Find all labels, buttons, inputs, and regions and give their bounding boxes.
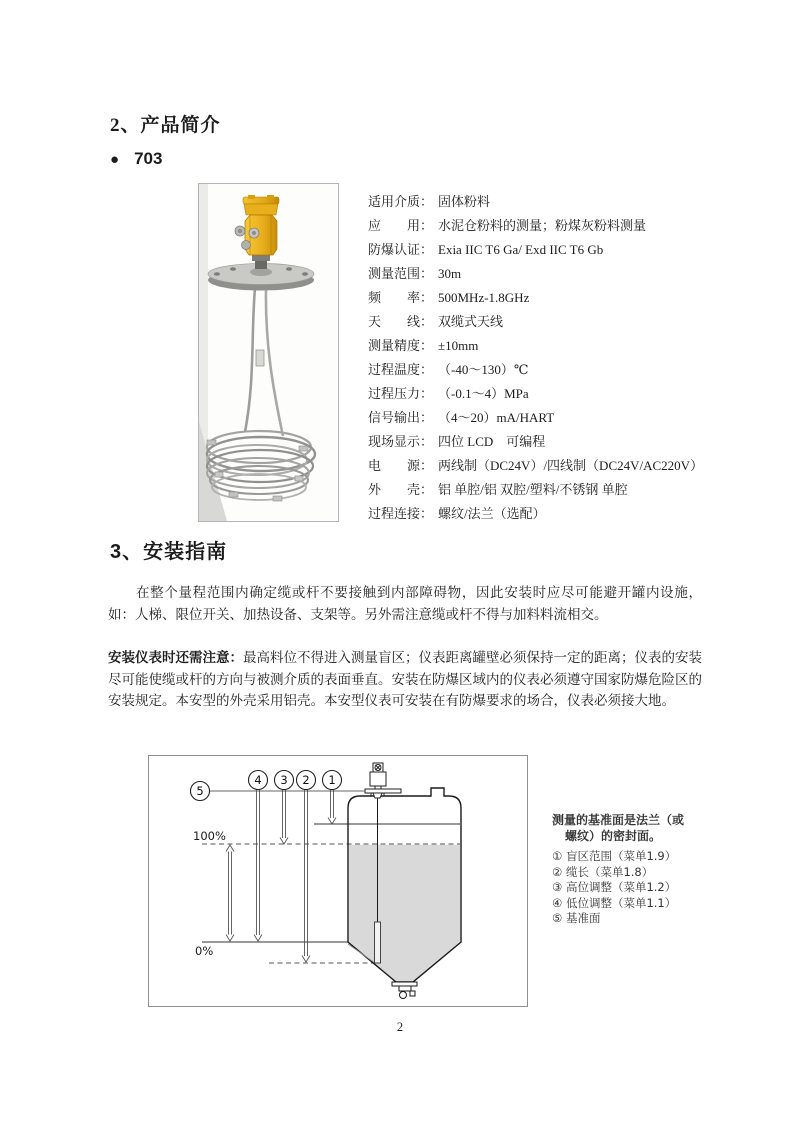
installation-diagram <box>148 755 528 1007</box>
paragraph2-lead: 安装仪表时还需注意： <box>108 650 243 665</box>
marker-1: 1 <box>328 773 336 787</box>
model-number: 703 <box>134 149 163 168</box>
section2-heading: 2、产品简介 <box>110 115 221 136</box>
page-number: 2 <box>396 1020 404 1034</box>
legend-note-line1: 测量的基准面是法兰（或 <box>552 813 685 827</box>
spec-label: 测量精度： <box>368 338 434 353</box>
spec-value: 四位 LCD 可编程 <box>438 434 546 449</box>
marker-2: 2 <box>302 773 310 787</box>
spec-label: 信号输出： <box>368 410 434 425</box>
spec-row <box>368 358 698 382</box>
product-photo <box>198 183 339 522</box>
spec-label: 防爆认证： <box>368 242 434 257</box>
arrow-measure-span <box>226 845 234 941</box>
marker-5: 5 <box>196 784 204 798</box>
spec-row <box>368 406 698 430</box>
arrow-blind-zone <box>328 789 336 824</box>
spec-row <box>368 502 698 526</box>
spec-value: 两线制（DC24V）/四线制（DC24V/AC220V） <box>438 458 704 473</box>
install-paragraph-1: 在整个量程范围内确定缆或杆不要接触到内部障碍物，因此安装时应尽可能避开罐内设施，如：人梯、限位开关、加热设备、支架等。另外需注意缆或杆不得与加料料流相交。 <box>108 585 702 622</box>
spec-row <box>368 190 698 214</box>
spec-value: Exia IIC T6 Ga/ Exd IIC T6 Gb <box>438 242 604 257</box>
spec-row <box>368 286 698 310</box>
spec-value: （-40～130）℃ <box>438 362 529 377</box>
legend-item: ⑤ 基准面 <box>552 911 601 925</box>
label-100-percent: 100% <box>193 829 226 843</box>
tank-diagram <box>149 756 527 1006</box>
spec-row <box>368 262 698 286</box>
marker-4: 4 <box>254 773 262 787</box>
spec-row <box>368 478 698 502</box>
spec-value: （4～20）mA/HART <box>438 410 555 425</box>
cable-end-weight <box>375 922 381 963</box>
spec-label: 现场显示： <box>368 434 434 449</box>
spec-label: 电 源： <box>368 458 434 473</box>
legend-item: ③ 高位调整（菜单1.2） <box>552 880 677 894</box>
spec-value: 水泥仓粉料的测量；粉煤灰粉料测量 <box>438 218 647 233</box>
spec-label: 适用介质： <box>368 194 434 209</box>
spec-row <box>368 334 698 358</box>
spec-value: ±10mm <box>438 338 479 353</box>
arrow-high-adjust <box>280 789 288 844</box>
spec-value: 30m <box>438 266 462 281</box>
spec-value: 铝 单腔/铝 双腔/塑料/不锈钢 单腔 <box>438 482 628 497</box>
cable-splice <box>256 350 264 366</box>
legend-item: ④ 低位调整（菜单1.1） <box>552 895 677 910</box>
diagram-markers <box>191 771 342 801</box>
spec-row <box>368 430 698 454</box>
spec-row <box>368 454 704 478</box>
spec-label: 天 线： <box>368 314 434 329</box>
spec-label: 外 壳： <box>368 482 434 497</box>
spec-value: 螺纹/法兰（选配） <box>438 506 546 521</box>
spec-value: 500MHz-1.8GHz <box>438 290 530 305</box>
cable-gland-icon <box>242 241 251 250</box>
radar-level-sensor-image <box>199 184 338 521</box>
spec-label: 过程压力： <box>368 386 434 401</box>
legend-note <box>552 812 752 844</box>
section3-heading: 3、安装指南 <box>110 541 228 563</box>
spec-label: 频 率： <box>368 290 434 305</box>
spec-row <box>368 238 698 262</box>
install-paragraph-2 <box>108 647 702 712</box>
legend-item: ① 盲区范围（菜单1.9） <box>552 849 677 863</box>
legend-note-line2: 螺纹）的密封面。 <box>565 829 662 843</box>
spec-label: 测量范围： <box>368 266 434 281</box>
model-row <box>110 149 162 169</box>
tank-material-fill <box>349 845 460 982</box>
diagram-legend <box>552 812 752 927</box>
spec-value: 固体粉料 <box>438 194 491 209</box>
spec-value: （-0.1～4）MPa <box>438 386 529 401</box>
paragraph2-body: 最高料位不得进入测量盲区；仪表距离罐壁必须保持一定的距离；仪表的安装尽可能使缆或杆的方向与被测介质的表面垂直。安装在防爆区域内的仪表必须遵守国家防爆危险区的安装规定。本安型的外壳采用铝壳。本安型仪表可安装在有防爆要求的场合，仪表必须接大地。 <box>108 650 702 709</box>
bullet-icon: ● <box>110 151 120 168</box>
spec-value: 双缆式天线 <box>438 314 504 329</box>
level-sensor <box>365 763 401 798</box>
legend-items <box>552 849 752 927</box>
spec-row <box>368 214 698 238</box>
marker-3: 3 <box>280 773 288 787</box>
legend-item: ② 缆长（菜单1.8） <box>552 864 654 879</box>
label-0-percent: 0% <box>195 944 214 958</box>
spec-list <box>368 190 704 526</box>
tank-outlet-valve <box>392 982 417 999</box>
spec-label: 过程温度： <box>368 362 434 377</box>
spec-label: 过程连接： <box>368 506 434 521</box>
arrow-low-adjust <box>254 789 262 941</box>
spec-row <box>368 382 698 406</box>
arrow-cable-length <box>302 789 310 962</box>
spec-label: 应 用： <box>368 218 434 233</box>
spec-row <box>368 310 698 334</box>
